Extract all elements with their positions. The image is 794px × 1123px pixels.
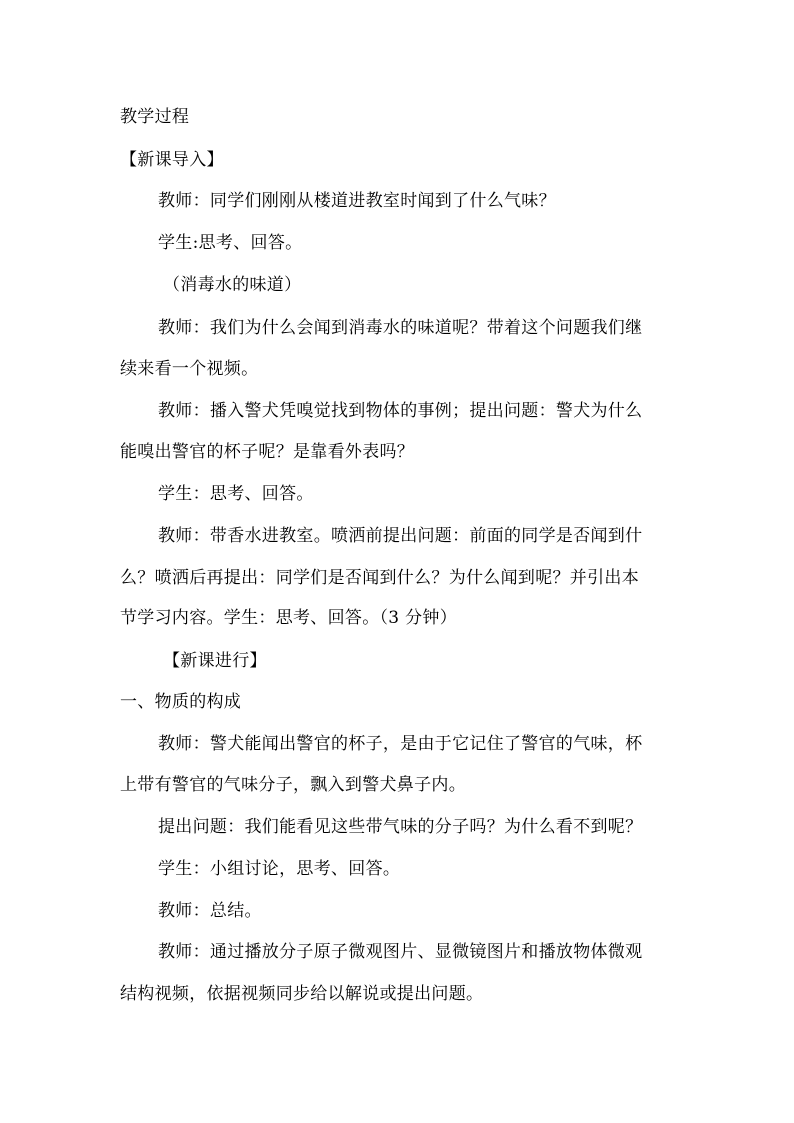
paragraph-line: 教师：同学们刚刚从楼道进教室时闻到了什么气味？ — [158, 191, 556, 211]
paragraph-line: 教师：通过播放分子原子微观图片、显微镜图片和播放物体微观 — [158, 942, 643, 962]
paragraph-line: 上带有警官的气味分子，飘入到警犬鼻子内。 — [120, 775, 466, 795]
section-heading-new-lesson-progress: 【新课进行】 — [163, 651, 267, 671]
paragraph-line: 么？喷洒后再提出：同学们是否闻到什么？为什么闻到呢？并引出本 — [120, 568, 639, 588]
paragraph-line: 能嗅出警官的杯子呢？是靠看外表吗？ — [120, 442, 415, 462]
section-heading-teaching-process: 教学过程 — [120, 107, 190, 127]
paragraph-line: 教师：警犬能闻出警官的杯子，是由于它记住了警官的气味，杯 — [158, 734, 643, 754]
paragraph-line: 学生:思考、回答。 — [158, 233, 303, 253]
paragraph-line: （消毒水的味道） — [163, 275, 302, 295]
section-heading-new-lesson-intro: 【新课导入】 — [120, 150, 224, 170]
paragraph-line: 教师：我们为什么会闻到消毒水的味道呢？带着这个问题我们继 — [158, 318, 643, 338]
paragraph-line: 结构视频，依据视频同步给以解说或提出问题。 — [120, 984, 484, 1004]
paragraph-line: 教师：播入警犬凭嗅觉找到物体的事例；提出问题：警犬为什么 — [158, 401, 643, 421]
paragraph-line: 学生：思考、回答。 — [158, 484, 314, 504]
paragraph-line: 节学习内容。学生：思考、回答。（3 分钟） — [120, 608, 458, 628]
paragraph-line: 续来看一个视频。 — [120, 359, 259, 379]
paragraph-line: 教师：总结。 — [158, 901, 262, 921]
paragraph-line: 教师：带香水进教室。喷洒前提出问题：前面的同学是否闻到什 — [158, 526, 643, 546]
paragraph-line: 提出问题：我们能看见这些带气味的分子吗？为什么看不到呢？ — [158, 817, 643, 837]
paragraph-line: 学生：小组讨论，思考、回答。 — [158, 859, 401, 879]
subsection-heading-matter-composition: 一、物质的构成 — [120, 692, 242, 712]
